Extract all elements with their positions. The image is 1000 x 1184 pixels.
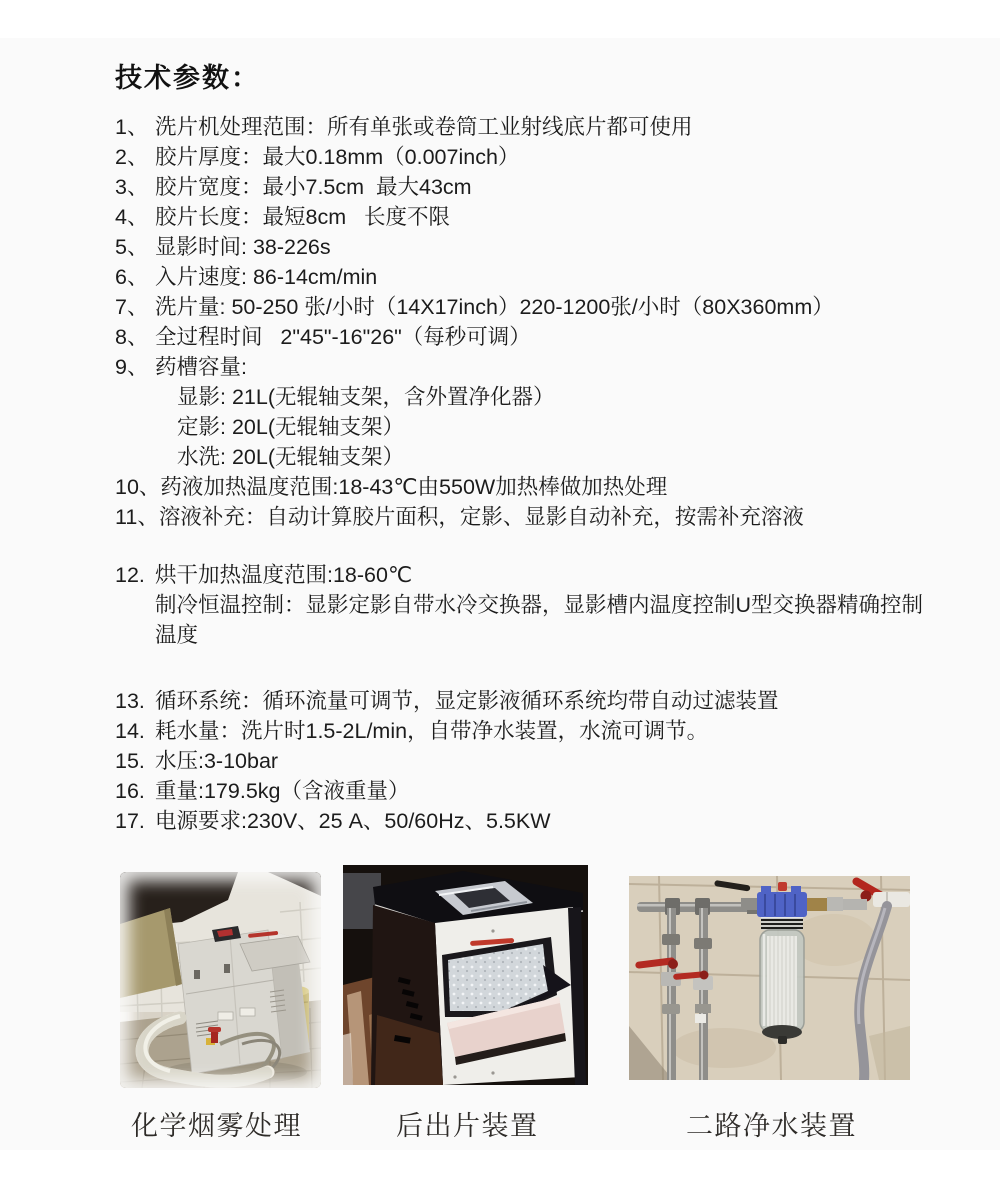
spec-list [115,112,950,836]
photo-caption-water-purifier: 二路净水装置 [686,1111,857,1141]
spec-row-1: 1、 洗片机处理范围：所有单张或卷筒工业射线底片都可使用 [115,115,693,139]
spec-row-4: 4、 胶片长度：最短8cm 长度不限 [115,205,451,229]
spec-row-6: 6、 入片速度: 86-14cm/min [115,265,378,289]
spec-row-9: 9、 药槽容量: [115,355,247,379]
photo-caption-rear-exit: 后出片装置 [396,1111,539,1141]
spacer [115,532,950,560]
spec-row-3: 3、 胶片宽度：最小7.5cm 最大43cm [115,175,472,199]
photo-chemical-fume-treatment [120,872,321,1088]
spec-row-14: 14. 耗水量：洗片时1.5-2L/min，自带净水装置，水流可调节。 [115,719,709,743]
spec-row-10: 10、 药液加热温度范围:18-43℃由550W加热棒做加热处理 [115,475,668,499]
spec-row-15: 15. 水压:3-10bar [115,749,279,773]
spec-row-5: 5、 显影时间: 38-226s [115,235,331,259]
spec-row-12-continued: 制冷恒温控制：显影定影自带水冷交换器，显影槽内温度控制U型交换器精确控制温度 [155,593,924,647]
spec-row-17: 17. 电源要求:230V、25 A、50/60Hz、5.5KW [115,809,551,833]
photo-caption-fume-treatment: 化学烟雾处理 [131,1111,302,1141]
spec-row-9-fixer: 定影: 20L(无辊轴支架） [177,415,404,439]
spacer [115,650,950,686]
spec-row-12: 12. 烘干加热温度范围:18-60℃ [115,563,413,587]
spec-row-9-wash: 水洗: 20L(无辊轴支架） [177,445,404,469]
spec-row-8: 8、 全过程时间 2"45"-16"26"（每秒可调） [115,325,531,349]
spec-row-13: 13. 循环系统：循环流量可调节，显定影液循环系统均带自动过滤装置 [115,689,779,713]
photo2-side-panel [371,905,443,1085]
spec-row-9-developer: 显影: 21L(无辊轴支架，含外置净化器） [177,385,555,409]
spec-row-11: 11、 溶液补充：自动计算胶片面积，定影、显影自动补充，按需补充溶液 [115,505,804,529]
photo-rear-film-exit [343,865,588,1085]
spec-row-2: 2、 胶片厚度：最大0.18mm（0.007inch） [115,145,520,169]
spec-row-16: 16. 重量:179.5kg（含液重量） [115,779,410,803]
spec-row-7: 7、 洗片量: 50-250 张/小时（14X17inch）220-1200张/小时（80X360mm） [115,295,834,319]
photo-water-purifier [629,876,910,1080]
photo1-machine [178,926,310,1074]
page-title: 技术参数： [115,63,260,93]
